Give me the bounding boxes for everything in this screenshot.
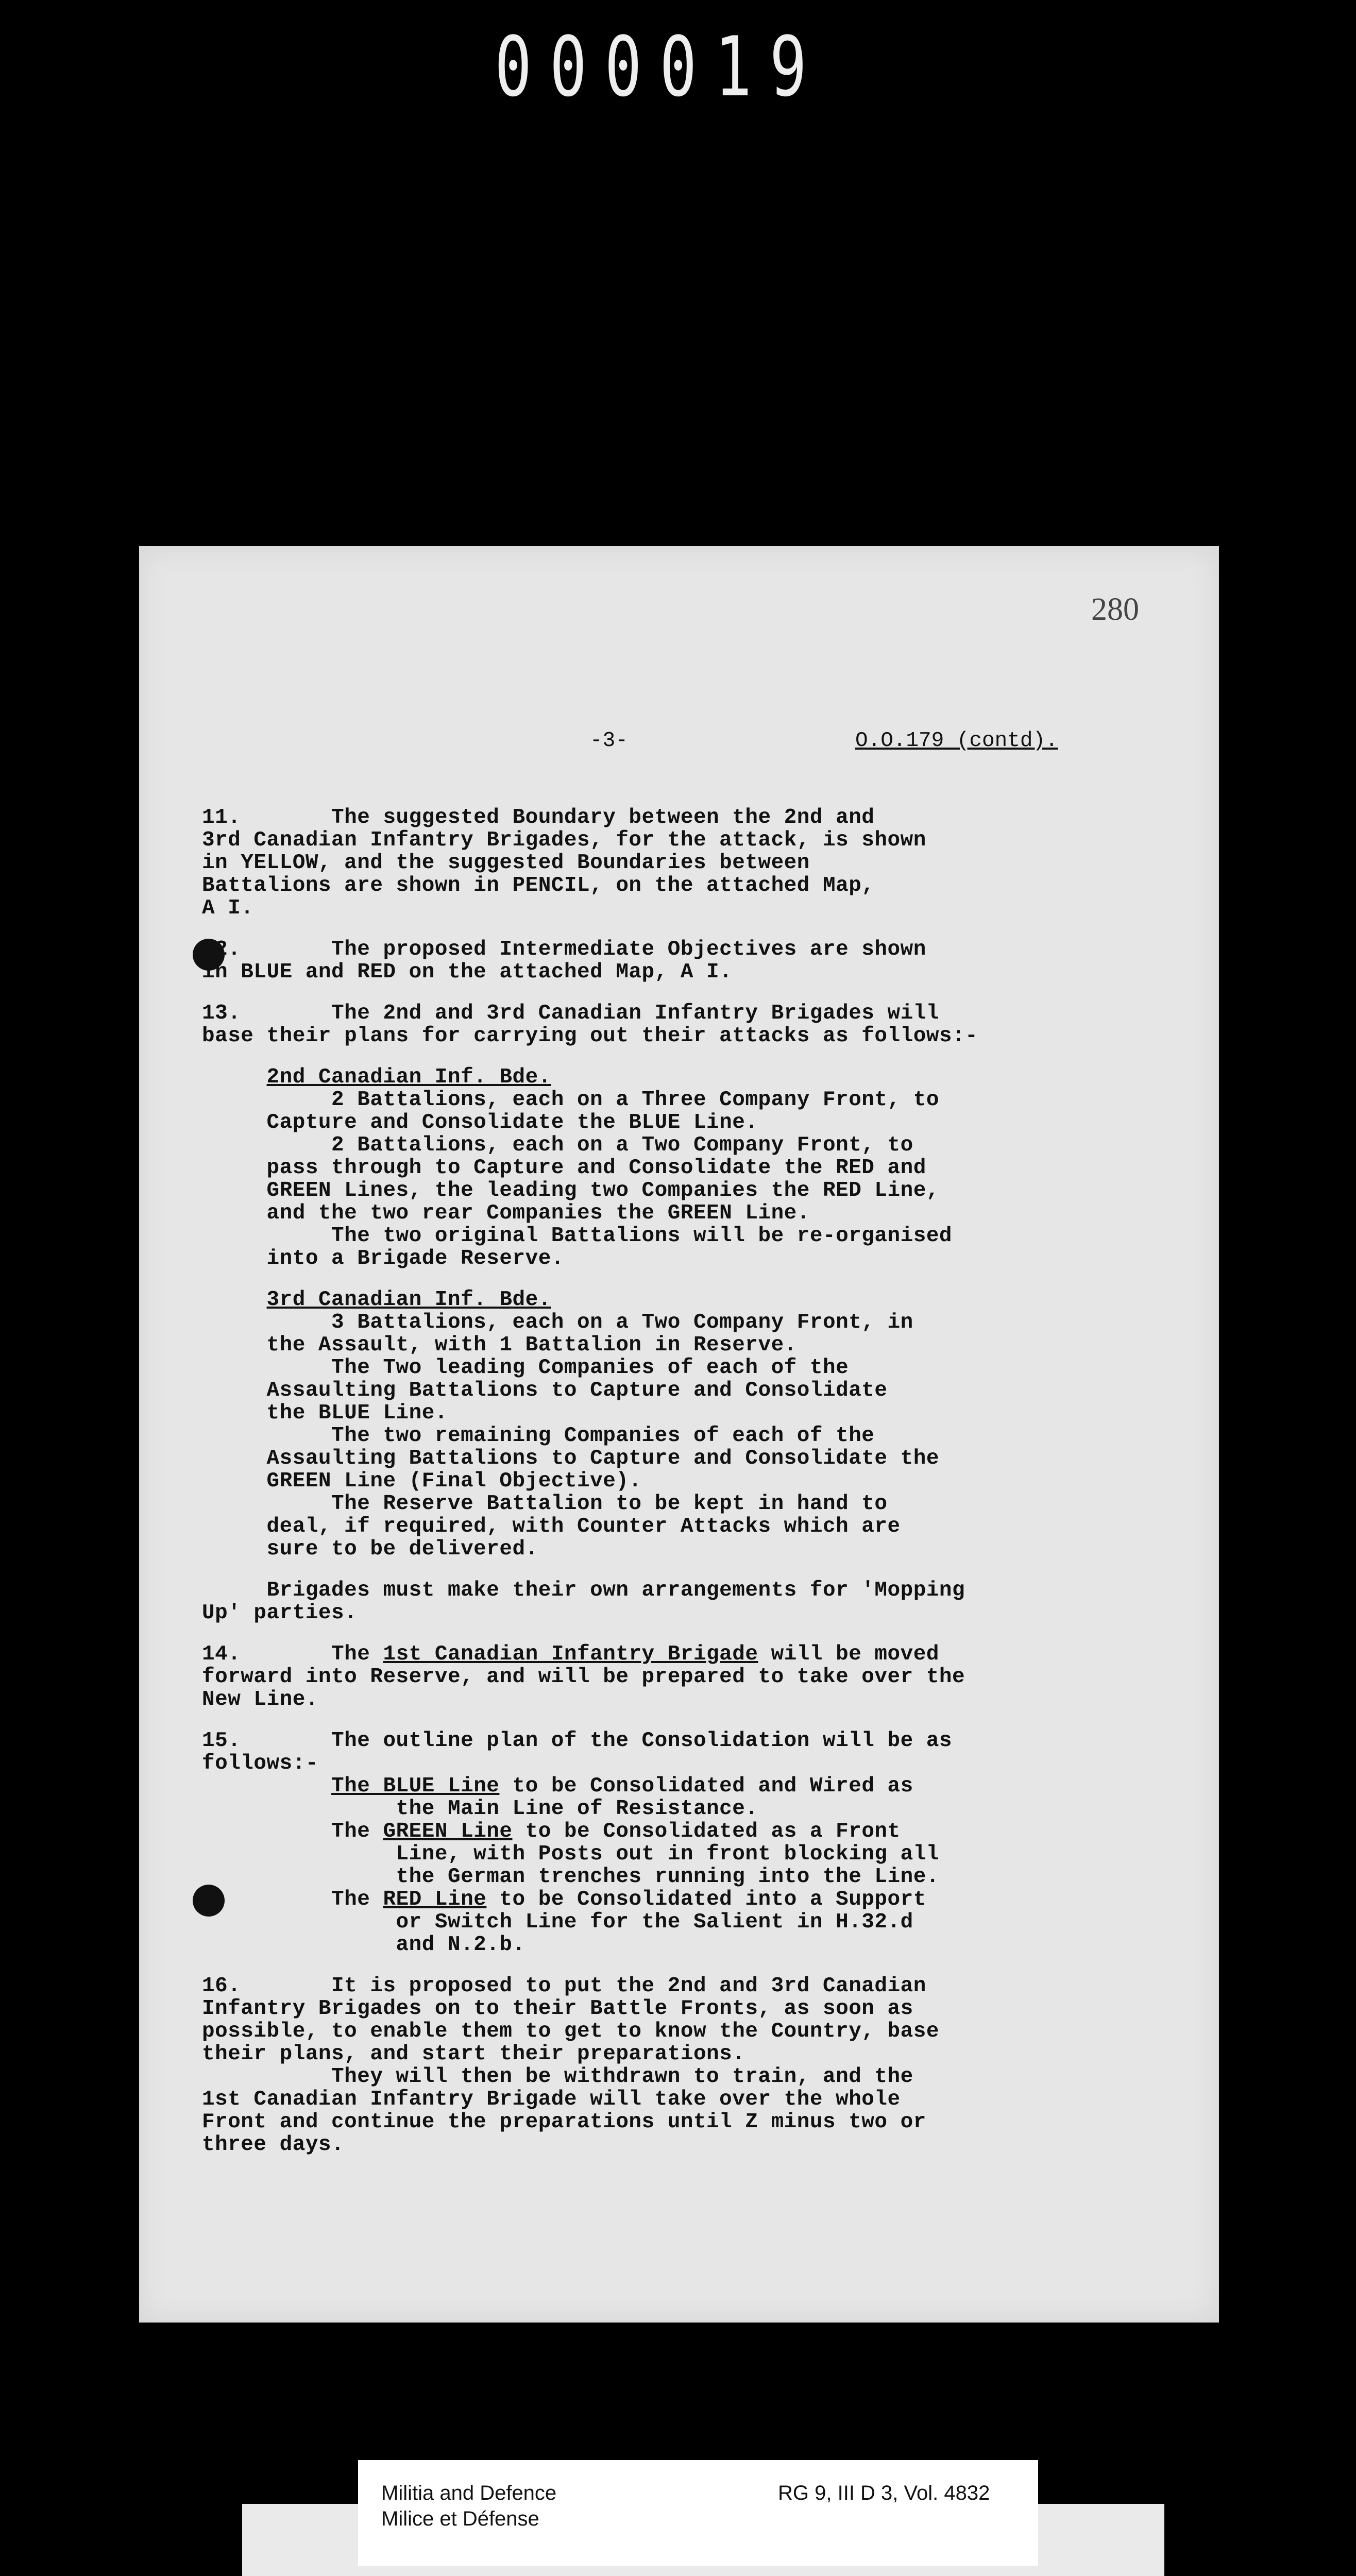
text-segment: Assaulting Battalions to Capture and Consolidate	[202, 1379, 888, 1402]
archive-reference: RG 9, III D 3, Vol. 4832	[778, 2482, 990, 2504]
text-line	[202, 1688, 318, 1711]
text-line	[202, 1247, 564, 1270]
text-line	[202, 1066, 551, 1089]
underlined-heading: The BLUE Line	[331, 1774, 500, 1798]
text-segment: 2 Battalions, each on a Two Company Front, to	[202, 1133, 913, 1157]
text-line	[202, 938, 926, 961]
text-segment: Battalions are shown in PENCIL, on the attached Map,	[202, 874, 875, 897]
text-segment: pass through to Capture and Consolidate the RED and	[202, 1156, 926, 1180]
text-line	[202, 1975, 926, 1997]
text-line	[202, 806, 874, 829]
text-segment: deal, if required, with Counter Attacks which are	[202, 1515, 901, 1538]
text-segment: New Line.	[202, 1688, 318, 1711]
text-segment: three days.	[202, 2133, 345, 2157]
text-line	[202, 2088, 901, 2111]
text-line	[202, 1934, 526, 1956]
text-segment: The Reserve Battalion to be kept in hand to	[202, 1492, 888, 1516]
text-line	[202, 829, 926, 852]
text-line	[202, 1888, 926, 1911]
text-segment: in BLUE and RED on the attached Map, A I.	[202, 960, 733, 984]
text-segment: The two original Battalions will be re-organised	[202, 1224, 953, 1248]
text-segment: They will then be withdrawn to train, and the	[202, 2065, 913, 2089]
text-segment: 11. The suggested Boundary between the 2nd and	[202, 806, 875, 829]
text-segment: Front and continue the preparations until Z minus two or	[202, 2110, 926, 2134]
text-segment: the Main Line of Resistance.	[202, 1797, 758, 1821]
underlined-heading: RED Line	[383, 1888, 487, 1911]
text-segment	[202, 1774, 331, 1798]
text-line	[202, 2111, 926, 2133]
text-segment: follows:-	[202, 1752, 318, 1775]
underlined-heading: 3rd Canadian Inf. Bde.	[266, 1288, 551, 1312]
text-segment: and the two rear Companies the GREEN Line.	[202, 1201, 810, 1225]
order-reference: O.O.179 (contd).	[855, 729, 1058, 753]
text-line	[202, 1402, 448, 1425]
text-segment: The two remaining Companies of each of the	[202, 1424, 875, 1448]
text-segment: 1st Canadian Infantry Brigade will take over the whole	[202, 2088, 901, 2111]
text-segment: the BLUE Line.	[202, 1401, 448, 1425]
text-segment: A I.	[202, 896, 254, 920]
text-line	[202, 1425, 874, 1447]
text-segment: will be moved	[758, 1642, 939, 1666]
text-line	[202, 1493, 888, 1515]
text-segment: GREEN Line (Final Objective).	[202, 1469, 642, 1493]
text-segment: in YELLOW, and the suggested Boundaries between	[202, 851, 810, 875]
text-line	[202, 874, 874, 897]
text-line	[202, 1357, 849, 1379]
text-line	[202, 1752, 318, 1775]
text-segment: Brigades must make their own arrangements for 'Mopping	[202, 1579, 965, 1602]
archive-label-fr: Milice et Défense	[381, 2507, 539, 2530]
text-line	[202, 961, 732, 984]
text-line	[202, 1820, 901, 1843]
text-segment: The	[202, 1820, 383, 1843]
text-line	[202, 1025, 978, 1047]
text-line	[202, 1134, 913, 1157]
frame-number: 000019	[495, 19, 825, 115]
text-segment: Assaulting Battalions to Capture and Consolidate the	[202, 1447, 939, 1470]
text-segment: to be Consolidated as a Front	[512, 1820, 901, 1843]
text-segment: Infantry Brigades on to their Battle Fronts, as soon as	[202, 1997, 913, 2021]
text-segment: sure to be delivered.	[202, 1537, 538, 1561]
text-line	[202, 1643, 939, 1666]
text-segment: The	[202, 1888, 383, 1911]
text-segment: the German trenches running into the Line.	[202, 1865, 939, 1889]
text-segment	[202, 1065, 267, 1089]
archive-label	[358, 2460, 1038, 2566]
text-segment: 13. The 2nd and 3rd Canadian Infantry Brigades will	[202, 1002, 939, 1025]
text-segment: 2 Battalions, each on a Three Company Front, to	[202, 1088, 939, 1112]
handwritten-page-number: 280	[1091, 592, 1139, 627]
underlined-heading: GREEN Line	[383, 1820, 513, 1843]
text-segment: and N.2.b.	[202, 1933, 526, 1957]
text-segment: forward into Reserve, and will be prepared to take over the	[202, 1665, 965, 1689]
text-line	[202, 1798, 758, 1820]
text-segment: 12. The proposed Intermediate Objectives are shown	[202, 938, 926, 961]
text-segment: 14. The	[202, 1642, 383, 1666]
text-line	[202, 2133, 344, 2156]
text-segment: the Assault, with 1 Battalion in Reserve.	[202, 1333, 797, 1357]
text-segment: base their plans for carrying out their attacks as follows:-	[202, 1024, 978, 1048]
text-line	[202, 1002, 939, 1025]
text-line	[202, 1447, 939, 1470]
text-line	[202, 1666, 965, 1688]
text-line	[202, 2043, 745, 2065]
text-line	[202, 1997, 913, 2020]
text-line	[202, 1602, 357, 1624]
text-line	[202, 1730, 952, 1752]
text-segment: Line, with Posts out in front blocking all	[202, 1842, 939, 1866]
text-segment: 3 Battalions, each on a Two Company Front, in	[202, 1311, 913, 1334]
text-line	[202, 1111, 758, 1134]
underlined-heading: 2nd Canadian Inf. Bde.	[266, 1065, 551, 1089]
text-segment: The Two leading Companies of each of the	[202, 1356, 849, 1380]
text-line	[202, 1538, 538, 1561]
text-line	[202, 1334, 797, 1357]
document-page	[139, 546, 1219, 2323]
text-segment: possible, to enable them to get to know the Country, base	[202, 2020, 939, 2043]
text-segment: GREEN Lines, the leading two Companies the RED Line,	[202, 1179, 939, 1202]
text-segment: 15. The outline plan of the Consolidation will be as	[202, 1729, 953, 1753]
text-line	[202, 1579, 965, 1602]
text-segment: Up' parties.	[202, 1601, 358, 1625]
text-line	[202, 1311, 913, 1334]
text-line	[202, 1202, 810, 1225]
text-line	[202, 2065, 913, 2088]
text-line	[202, 1866, 939, 1888]
text-line	[202, 1289, 551, 1311]
text-segment: 16. It is proposed to put the 2nd and 3rd Canadian	[202, 1974, 926, 1998]
text-segment: their plans, and start their preparations.	[202, 2042, 745, 2066]
text-segment: 3rd Canadian Infantry Brigades, for the attack, is shown	[202, 828, 926, 852]
underlined-heading: 1st Canadian Infantry Brigade	[383, 1642, 758, 1666]
text-line	[202, 897, 253, 920]
text-segment: into a Brigade Reserve.	[202, 1247, 564, 1270]
text-line	[202, 1470, 642, 1493]
page-marker: -3-	[590, 729, 628, 753]
text-segment: or Switch Line for the Salient in H.32.d	[202, 1910, 913, 1934]
text-line	[202, 1911, 913, 1934]
text-line	[202, 1843, 939, 1866]
text-segment: to be Consolidated and Wired as	[499, 1774, 913, 1798]
text-segment	[202, 1288, 267, 1312]
text-line	[202, 1225, 952, 1247]
text-line	[202, 1089, 939, 1111]
archive-label-en: Militia and Defence	[381, 2482, 557, 2504]
text-line	[202, 1379, 888, 1402]
text-line	[202, 1157, 926, 1179]
text-line	[202, 2020, 939, 2043]
text-segment: to be Consolidated into a Support	[486, 1888, 926, 1911]
text-line	[202, 852, 810, 874]
text-line	[202, 1515, 901, 1538]
text-line	[202, 1775, 913, 1798]
text-line	[202, 1179, 939, 1202]
text-segment: Capture and Consolidate the BLUE Line.	[202, 1111, 758, 1134]
